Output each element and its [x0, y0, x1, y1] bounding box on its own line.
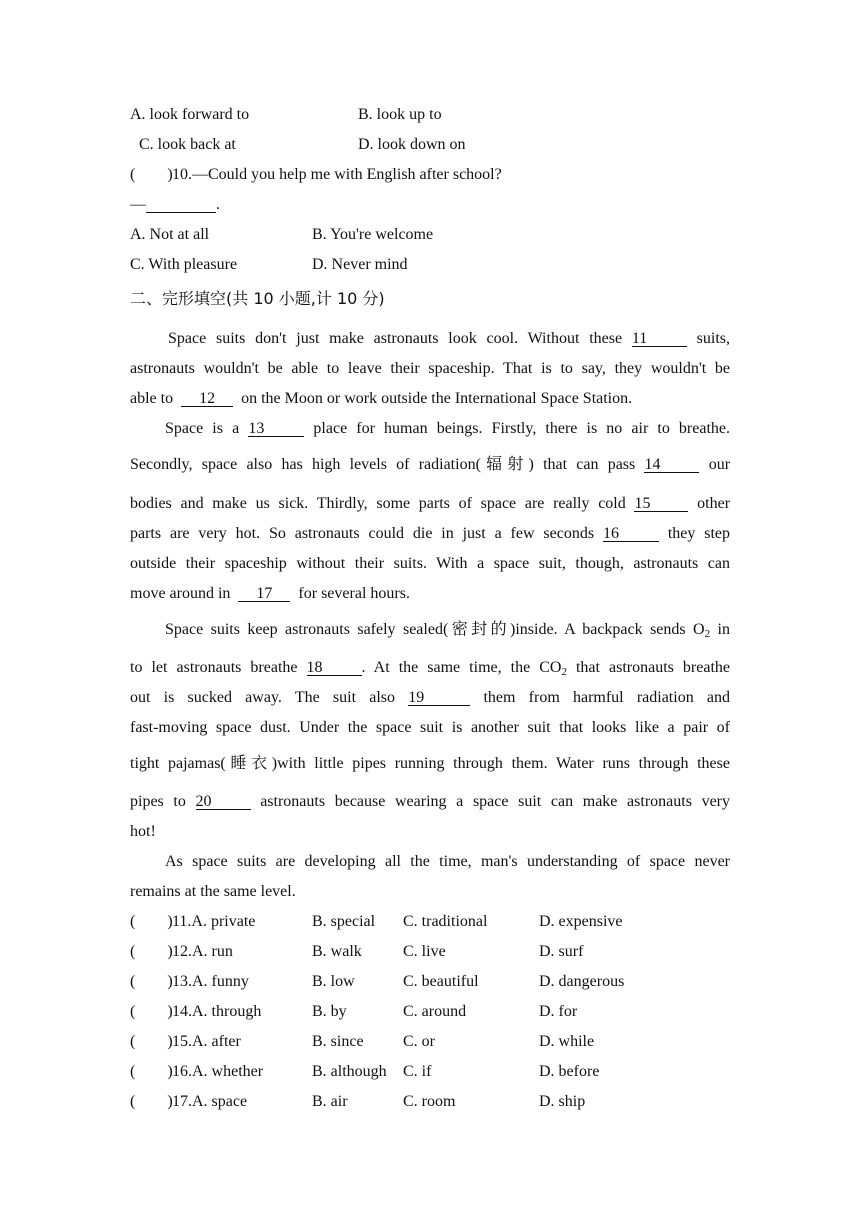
question-option-d: D. dangerous	[539, 973, 625, 990]
q10-text: 10.—Could you help me with English after school?	[172, 166, 502, 183]
reply-dash: —	[130, 196, 146, 213]
question-option-c: C. traditional	[403, 913, 488, 930]
question-option-b: B. since	[312, 1033, 364, 1050]
question-option-b: B. special	[312, 913, 376, 930]
passage-line: As space suits are developing all the time, man's understanding of space never	[165, 853, 730, 870]
reply-end: .	[216, 196, 220, 213]
blank-18: 18	[307, 660, 362, 676]
question-option-c: C. live	[403, 943, 446, 960]
passage-line: remains at the same level.	[130, 883, 296, 900]
question-option-c: C. or	[403, 1033, 435, 1050]
passage-line: Space suits don't just make astronauts look cool. Without these 11 suits,	[168, 330, 730, 347]
answer-parentheses: ( )	[130, 1033, 173, 1050]
q9-option-c: C. look back at	[139, 136, 236, 153]
blank-15: 15	[634, 496, 688, 512]
question-option-d: D. expensive	[539, 913, 623, 930]
answer-parentheses: ( )	[130, 913, 173, 930]
question-option-d: D. surf	[539, 943, 584, 960]
q10-option-c: C. With pleasure	[130, 256, 238, 273]
answer-parentheses: ( )	[130, 1093, 173, 1110]
passage-line: pipes to 20 astronauts because wearing a space suit can make astronauts very	[130, 793, 731, 810]
question-option-a: 16.A. whether	[172, 1063, 264, 1080]
question-option-a: 14.A. through	[172, 1003, 262, 1020]
question-option-b: B. walk	[312, 943, 362, 960]
question-option-a: 12.A. run	[172, 943, 233, 960]
question-option-c: C. around	[403, 1003, 467, 1020]
passage-line: Space is a 13 place for human beings. Firstly, there is no air to breathe.	[165, 420, 731, 437]
answer-parentheses: ( )	[130, 1003, 173, 1020]
passage-line: to let astronauts breathe 18 . At the same time, the $CO_2$ that astronauts breathe	[130, 659, 730, 678]
q9-option-b: B. look up to	[358, 106, 442, 123]
blank-12: 12	[181, 391, 233, 407]
question-option-d: D. while	[539, 1033, 595, 1050]
question-option-a: 11.A. private	[172, 913, 256, 930]
q10-blank	[146, 197, 216, 213]
blank-20: 20	[196, 794, 251, 810]
passage-line: outside their spaceship without their suits. With a space suit, though, astronauts can	[130, 555, 730, 572]
question-option-a: 13.A. funny	[172, 973, 249, 990]
answer-parentheses: ( )	[130, 166, 173, 183]
question-option-c: C. if	[403, 1063, 432, 1080]
passage-line: bodies and make us sick. Thirdly, some parts of space are really cold 15 other	[130, 495, 731, 512]
question-option-d: D. for	[539, 1003, 578, 1020]
passage-line: tight pajamas(睡衣)with little pipes running through them. Water runs through these	[130, 753, 730, 772]
blank-14: 14	[644, 457, 699, 473]
blank-19: 19	[408, 690, 470, 706]
q10-option-d: D. Never mind	[312, 256, 408, 273]
passage-line: hot!	[130, 823, 156, 840]
answer-parentheses: ( )	[130, 943, 173, 960]
passage-line: astronauts wouldn't be able to leave their spaceship. That is to say, they wouldn't be	[130, 360, 730, 377]
passage-line: able to 12 on the Moon or work outside the International Space Station.	[130, 390, 633, 407]
question-option-b: B. low	[312, 973, 355, 990]
answer-parentheses: ( )	[130, 1063, 173, 1080]
question-option-b: B. although	[312, 1063, 387, 1080]
passage-line: move around in 17 for several hours.	[130, 585, 410, 602]
blank-13: 13	[248, 421, 304, 437]
question-option-a: 15.A. after	[172, 1033, 241, 1050]
passage-line: out is sucked away. The suit also 19 them from harmful radiation and	[130, 689, 731, 706]
q9-option-a: A. look forward to	[130, 106, 250, 123]
blank-11: 11	[632, 331, 687, 347]
passage-line: fast-moving space dust. Under the space suit is another suit that looks like a pair of	[130, 719, 730, 736]
answer-parentheses: ( )	[130, 973, 173, 990]
blank-16: 16	[603, 526, 659, 542]
question-option-a: 17.A. space	[172, 1093, 248, 1110]
passage-line: parts are very hot. So astronauts could die in just a few seconds 16 they step	[130, 525, 731, 542]
question-option-d: D. ship	[539, 1093, 586, 1110]
question-option-c: C. room	[403, 1093, 456, 1110]
q10-option-a: A. Not at all	[130, 226, 210, 243]
question-option-d: D. before	[539, 1063, 600, 1080]
q10-reply	[130, 197, 220, 213]
question-option-c: C. beautiful	[403, 973, 479, 990]
question-option-b: B. air	[312, 1093, 348, 1110]
question-option-b: B. by	[312, 1003, 347, 1020]
passage-line: Space suits keep astronauts safely sealed(密封的)inside. A backpack sends $O_2$ in	[165, 619, 730, 640]
q10-option-b: B. You're welcome	[312, 226, 434, 243]
blank-17: 17	[238, 586, 290, 602]
section-title: 二、完形填空(共 10 小题,计 10 分)	[130, 289, 385, 308]
q9-option-d: D. look down on	[358, 136, 466, 153]
passage-line: Secondly, space also has high levels of radiation(辐射) that can pass 14 our	[130, 454, 731, 473]
